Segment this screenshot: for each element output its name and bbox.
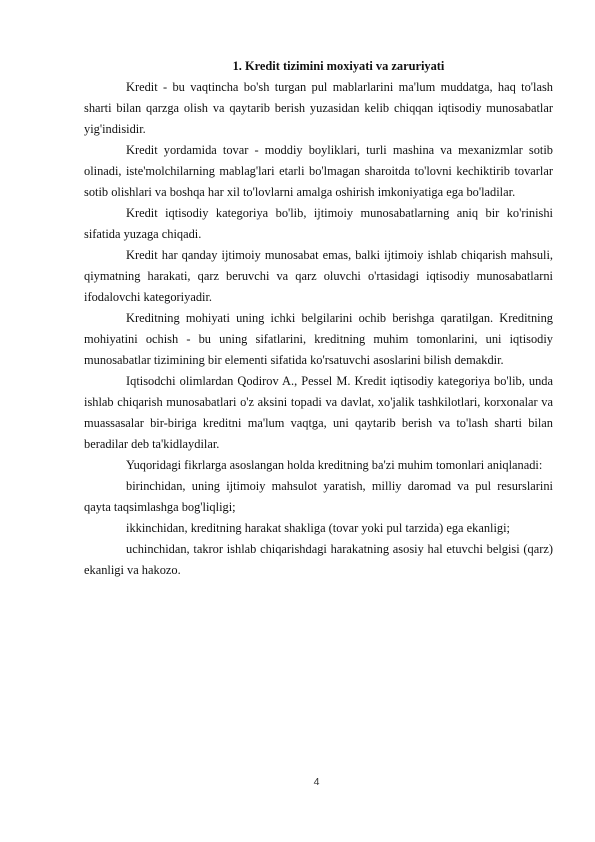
- paragraph-credit-definition: Kredit - bu vaqtincha bo'sh turgan pul mablarlarini ma'lum muddatga, haq to'lash sharti bilan qarzga olish va qaytarib berish yuzasidan kelib chiqqan iqtisodiy munosabatlar yig'indisidir.: [84, 80, 553, 136]
- page-number: 4: [313, 776, 320, 788]
- paragraph-credit-purchases: Kredit yordamida tovar - moddiy boyliklari, turli mashina va mexanizmlar sotib olinadi, iste'molchilarning mablag'lari etarli bo'lmagan sharoitda to'lovni kechiktirib tovarlar sotib olishlari va boshqa har xil to'lovlarni amalga oshirish imkoniyatiga ega bo'ladilar.: [84, 143, 553, 199]
- list-item-third: uchinchidan, takror ishlab chiqarishdagi harakatning asosiy hal etuvchi belgisi (qarz) ekanligi va hakozo.: [84, 542, 553, 577]
- list-item-first: birinchidan, uning ijtimoiy mahsulot yaratish, milliy daromad va pul resurslarini qayta taqsimlashga bog'liqligi;: [84, 479, 553, 514]
- paragraph-economists-view: Iqtisodchi olimlardan Qodirov A., Pessel M. Kredit iqtisodiy kategoriya bo'lib, unda ishlab chiqarish munosabatlari o'z aksini topadi va davlat, xo'jalik tashkilotlari, korxonalar va muassasalar bir-biriga kreditni ma'lum vaqtga, uni qaytarib berish va to'lash sharti bilan beradilar deb ta'kidlaydilar.: [84, 374, 553, 451]
- paragraph-important-aspects: Yuqoridagi fikrlarga asoslangan holda kreditning ba'zi muhim tomonlari aniqlanadi:: [126, 458, 543, 472]
- paragraph-economic-category: Kredit iqtisodiy kategoriya bo'lib, ijtimoiy munosabatlarning aniq bir ko'rinishi sifatida yuzaga chiqadi.: [84, 206, 553, 241]
- paragraph-social-relations: Kredit har qanday ijtimoiy munosabat emas, balki ijtimoiy ishlab chiqarish mahsuli, qiymatning harakati, qarz beruvchi va qarz oluvchi o'rtasidagi iqtisodiy munosabatlarni ifodalovchi kategoriyadir.: [84, 248, 553, 304]
- section-heading: 1. Kredit tizimini moxiyati va zaruriyati: [232, 59, 445, 73]
- paragraph-credit-essence: Kreditning mohiyati uning ichki belgilarini ochib berishga qaratilgan. Kreditning mohiyatini ochish - bu uning sifatlarini, kreditning muhim tomonlarini, uni iqtisodiy munosabatlar tizimining bir elementi sifatida ko'rsatuvchi asoslarini bilish demakdir.: [84, 311, 553, 367]
- list-item-second: ikkinchidan, kreditning harakat shakliga (tovar yoki pul tarzida) ega ekanligi;: [126, 521, 510, 535]
- page-body: [84, 56, 553, 581]
